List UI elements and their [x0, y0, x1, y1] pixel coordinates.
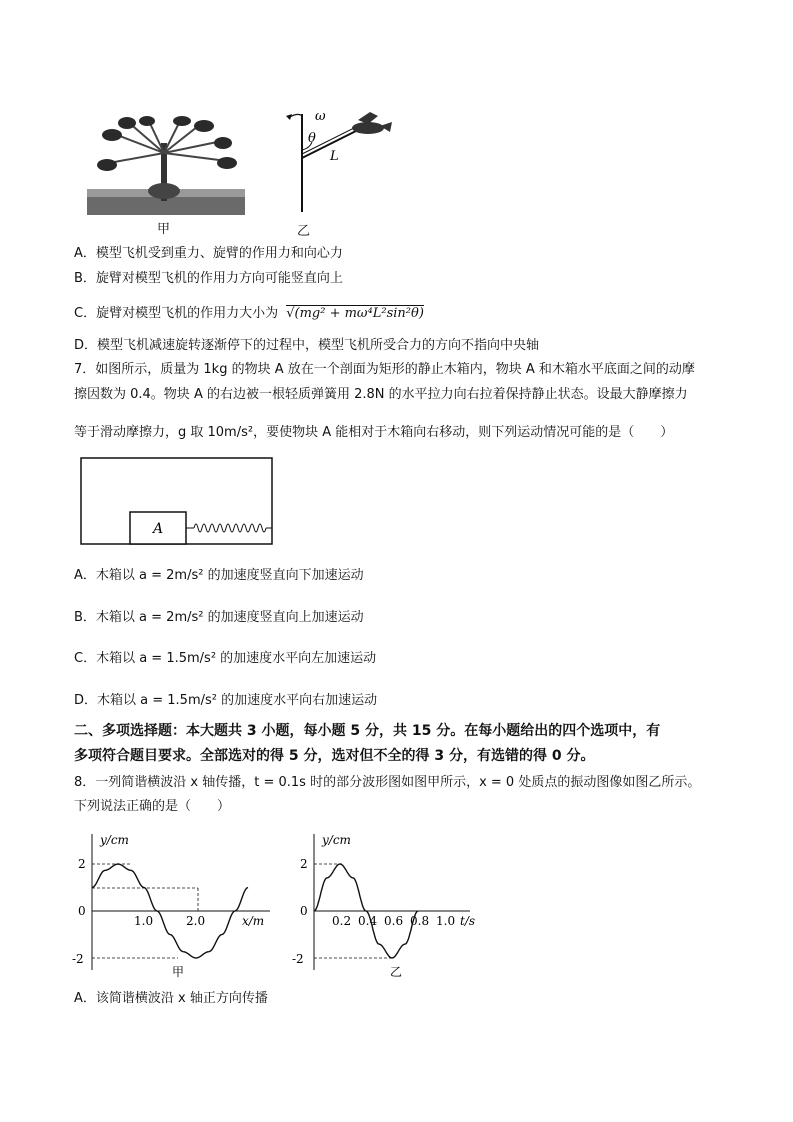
x-tick-02: 0.2: [332, 914, 352, 928]
vibration-graph-yi: [290, 828, 490, 978]
x-axis-label: t/s: [460, 914, 476, 928]
y-tick-neg2: -2: [292, 952, 304, 966]
ride-diagram: [280, 108, 400, 218]
y-axis-label: y/cm: [100, 833, 129, 847]
q7-stem-line2: 擦因数为 0.4。物块 A 的右边被一根轻质弹簧用 2.8N 的水平拉力向右拉着保持静止状态。设最大静摩擦力: [74, 387, 688, 402]
q6-option-c: [74, 305, 424, 323]
omega-label: ω: [315, 109, 326, 124]
section2-heading-line2: 多项符合题目要求。全部选对的得 5 分，选对但不全的得 3 分，有选错的得 0 分。: [74, 748, 595, 764]
y-tick-neg2: -2: [72, 952, 84, 966]
q7-stem-line3: 等于滑动摩擦力，g 取 10m/s²，要使物块 A 能相对于木箱向右移动，则下列运动情况可能的是（ ）: [74, 425, 674, 440]
x-tick-08: 0.8: [410, 914, 430, 928]
photo-ride: [87, 113, 245, 215]
wave-graph-jia: [70, 828, 280, 978]
x-tick-2: 2.0: [186, 914, 206, 928]
q7-option-c: C．木箱以 a = 1.5m/s² 的加速度水平向左加速运动: [74, 651, 377, 666]
q8-stem-line1: 8．一列简谐横波沿 x 轴传播，t = 0.1s 时的部分波形图如图甲所示，x = 0 处质点的振动图像如图乙所示。: [74, 775, 701, 790]
q6-option-c-text: C．旋臂对模型飞机的作用力大小为: [74, 306, 279, 321]
q6-option-c-formula: √(mg² + mω⁴L²sin²θ): [286, 306, 424, 321]
q7-option-d: D．木箱以 a = 1.5m/s² 的加速度水平向右加速运动: [74, 693, 378, 708]
y-tick-2: 2: [300, 857, 308, 871]
theta-label: θ: [308, 131, 316, 146]
q8-stem-line2: 下列说法正确的是（ ）: [74, 799, 231, 814]
caption-jia: 甲: [157, 222, 171, 237]
box-spring-diagram: [80, 457, 275, 547]
chart-caption: 甲: [172, 965, 185, 978]
chart-caption: 乙: [390, 965, 403, 978]
y-axis-label: y/cm: [322, 833, 351, 847]
q6-option-d: D．模型飞机减速旋转逐渐停下的过程中，模型飞机所受合力的方向不指向中央轴: [74, 338, 540, 353]
q7-stem-line1: 7．如图所示，质量为 1kg 的物块 A 放在一个剖面为矩形的静止木箱内，物块 A 和木箱水平底面之间的动摩: [74, 362, 695, 377]
q6-option-b: B．旋臂对模型飞机的作用力方向可能竖直向上: [74, 271, 343, 286]
y-tick-2: 2: [78, 857, 86, 871]
length-label: L: [330, 149, 339, 164]
q6-option-a: A．模型飞机受到重力、旋臂的作用力和向心力: [74, 246, 343, 261]
caption-yi: 乙: [297, 224, 311, 239]
block-a-label: A: [153, 521, 164, 537]
x-tick-04: 0.4: [358, 914, 378, 928]
q7-option-a: A．木箱以 a = 2m/s² 的加速度竖直向下加速运动: [74, 568, 364, 583]
y-tick-0: 0: [300, 904, 308, 918]
x-tick-06: 0.6: [384, 914, 404, 928]
section2-heading-line1: 二、多项选择题：本大题共 3 小题，每小题 5 分，共 15 分。在每小题给出的四个选项中，有: [74, 723, 661, 739]
x-axis-label: x/m: [242, 914, 265, 928]
q7-option-b: B．木箱以 a = 2m/s² 的加速度竖直向上加速运动: [74, 610, 364, 625]
x-tick-1: 1.0: [134, 914, 154, 928]
x-tick-10: 1.0: [436, 914, 456, 928]
y-tick-0: 0: [78, 904, 86, 918]
q8-option-a: A．该简谐横波沿 x 轴正方向传播: [74, 991, 268, 1006]
